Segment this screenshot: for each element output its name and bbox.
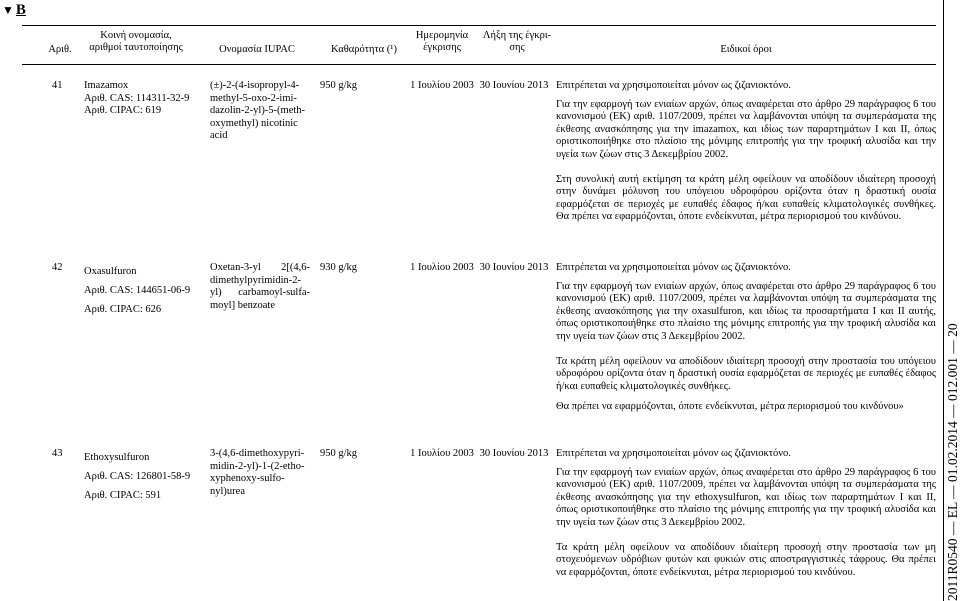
- provision-paragraph: Για την εφαρμογή των ενιαίων αρχών, όπως αναφέρεται στο άρθρο 29 παράγραφος 6 του κανονισμού (ΕΚ) αριθ. 1107/2009, πρέπει να λαμβάνονται υπόψη τα συμπεράσματα της έκθεσης ανασκόπησης για την imazamox, και ιδίως των παραρτημάτων I και II, όπως οριστικοποιήθηκε στο πλαίσιο της μόνιμης επιτροπής για την τροφική αλυσίδα και την υγεία των ζώων στις 3 Δεκεμβρίου 2002.: [556, 98, 936, 160]
- header-iupac: Ονομασία IUPAC: [219, 44, 295, 55]
- provision-paragraph: Τα κράτη μέλη οφείλουν να αποδίδουν ιδιαίτερη προσοχή στην προστασία των μη στοχευόμενων υδρόβιων φυτών και φυκιών στις αποστραγγιστικές τάφρους. Θα πρέπει να εφαρμόζονται, όποτε ενδείκνυται, μέτρα περιορισμού του κινδύνου.: [556, 541, 936, 578]
- header-num: Αριθ.: [48, 44, 72, 55]
- substance-name: Oxasulfuron: [84, 266, 137, 277]
- header-approval: Ημερομηνία έγκρισης: [415, 30, 469, 53]
- specific-provisions: [556, 262, 936, 414]
- provision-paragraph: Επιτρέπεται να χρησιμοποιείται μόνον ως ζιζανιοκτόνο.: [556, 262, 791, 273]
- substance-name: Imazamox: [84, 80, 129, 91]
- purity-value: 950 g/kg: [320, 448, 358, 459]
- row-number: 42: [52, 262, 63, 273]
- provision-paragraph: Θα πρέπει να εφαρμόζονται, όποτε ενδείκνυται, μέτρα περιορισμού του κινδύνου»: [556, 401, 904, 413]
- iupac-name: 3-(4,6-dimethoxypyrimidin-2-yl)-1-(2-ethoxyphenoxy-sulfonyl)urea: [210, 448, 305, 497]
- amendment-letter: B: [15, 2, 26, 18]
- approval-date: 1 Ιουλίου 2003: [410, 262, 474, 273]
- cas-number: Αριθ. CAS: 126801-58-9: [84, 471, 191, 482]
- provision-paragraph: Για την εφαρμογή των ενιαίων αρχών, όπως αναφέρεται στο άρθρο 29 παράγραφος 6 του κανονισμού (ΕΚ) αριθ. 1107/2009, πρέπει να λαμβάνονται υπόψη τα συμπεράσματα της έκθεσης ανασκόπησης για την oxasulfuron, και ιδίως τα προσαρτήματα I και II αυτής, όπως οριστικοποιήθηκε στο πλαίσιο της μόνιμης επιτροπής για την τροφική αλυσίδα και την υγεία των ζώων στις 3 Δεκεμβρίου 2002.: [556, 280, 936, 342]
- header-purity: Καθαρότητα (¹): [331, 44, 397, 55]
- row-number: 43: [52, 448, 63, 459]
- common-name-cell: [84, 80, 202, 118]
- purity-value: 950 g/kg: [320, 80, 358, 91]
- provision-paragraph: Επιτρέπεται να χρησιμοποιείται μόνον ως ζιζανιοκτόνο.: [556, 448, 791, 459]
- cas-number: Αριθ. CAS: 114311-32-9: [84, 92, 190, 104]
- header-provisions: Ειδικοί όροι: [720, 44, 772, 55]
- margin-rule: [943, 0, 944, 601]
- header-expiry: Λήξη της έγκρισης: [482, 30, 552, 53]
- cipac-number: Αριθ. CIPAC: 626: [84, 304, 162, 315]
- iupac-name: Oxetan-3-yl 2[(4,6-dimethylpyrimidin-2-yl) carbamoyl-sulfamoyl] benzoate: [210, 262, 310, 311]
- common-name-cell: [84, 262, 202, 319]
- specific-provisions: [556, 80, 936, 224]
- header-common-name: Κοινή ονομασία, αριθμοί ταυτοποίησης: [89, 30, 183, 53]
- iupac-name: (±)-2-(4-isopropyl-4-methyl-5-oxo-2-imidazolin-2-yl)-5-(methoxymethyl) nicotinic acid: [210, 80, 306, 142]
- expiry-date: 30 Ιουνίου 2013: [479, 262, 549, 273]
- document-reference: 2011R0540 — EL — 01.02.2014 — 012.001 — 20: [945, 323, 960, 601]
- header-top-rule: [22, 25, 936, 26]
- provision-paragraph: Για την εφαρμογή των ενιαίων αρχών, όπως αναφέρεται στο άρθρο 29 παράγραφος 6 του κανονισμού (ΕΚ) αριθ. 1107/2009, πρέπει να λαμβάνονται υπόψη τα συμπεράσματα της έκθεσης ανασκόπησης για την ethoxysulfuron, και ιδίως των παραρτημάτων I και II, όπως οριστικοποιήθηκε στο πλαίσιο της μόνιμης επιτροπής για την τροφική αλυσίδα και την υγεία των ζώων στις 3 Δεκεμβρίου 2002.: [556, 466, 936, 528]
- approval-date: 1 Ιουλίου 2003: [410, 448, 474, 459]
- purity-value: 930 g/kg: [320, 262, 358, 273]
- triangle-down-icon: ▼: [2, 3, 14, 17]
- common-name-cell: [84, 448, 202, 505]
- approval-date: 1 Ιουλίου 2003: [410, 80, 474, 91]
- header-bottom-rule: [22, 64, 936, 65]
- cipac-number: Αριθ. CIPAC: 591: [84, 490, 162, 501]
- provision-paragraph: Επιτρέπεται να χρησιμοποιείται μόνον ως ζιζανιοκτόνο.: [556, 80, 791, 91]
- row-number: 41: [52, 80, 63, 91]
- cipac-number: Αριθ. CIPAC: 619: [84, 105, 162, 117]
- expiry-date: 30 Ιουνίου 2013: [479, 448, 549, 459]
- cas-number: Αριθ. CAS: 144651-06-9: [84, 285, 191, 296]
- amendment-marker: [2, 2, 26, 19]
- substance-name: Ethoxysulfuron: [84, 452, 150, 463]
- provision-paragraph: Στη συνολική αυτή εκτίμηση τα κράτη μέλη οφείλουν να αποδίδουν ιδιαίτερη προσοχή στην δυνάμει μόλυνση του υπόγειου υδροφόρου ορίζοντα όταν η δραστική ουσία εφαρμόζεται σε περιοχές με ευπαθές έδαφος ή/και ευπαθείς κλιματολογικές συνθήκες. Θα πρέπει να εφαρμόζονται, όποτε ενδείκνυται, μέτρα περιορισμού του κινδύνου.: [556, 173, 936, 223]
- provision-paragraph: Τα κράτη μέλη οφείλουν να αποδίδουν ιδιαίτερη προσοχή στην προστασία του υπόγειου υδροφόρου ορίζοντα όταν η δραστική ουσία εφαρμόζεται σε περιοχές με ευπαθές έδαφος ή/και ευπαθείς κλιματολογικές συνθήκες.: [556, 355, 936, 392]
- expiry-date: 30 Ιουνίου 2013: [479, 80, 549, 91]
- specific-provisions: [556, 448, 936, 579]
